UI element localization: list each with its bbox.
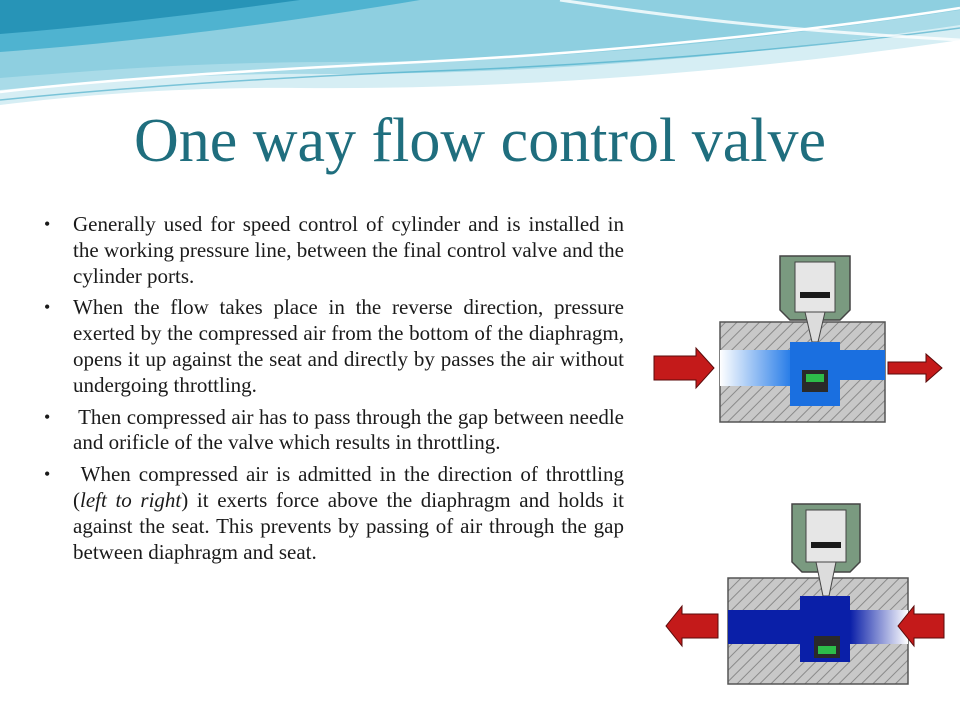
inlet-channel — [720, 350, 790, 386]
valve-diagram-free-flow — [650, 250, 945, 430]
outlet-channel — [840, 350, 885, 380]
bullet-item — [44, 212, 624, 289]
bullet-item — [44, 462, 624, 565]
bullet-text: When the flow takes place in the reverse direction, pressure exerted by the compressed air from the bottom of the diaphragm, opens it up against the seat and directly by passes the air without undergoing throttling. — [73, 295, 624, 397]
bullet-text: ) it exerts force above the diaphragm and holds it against the seat. This prevents by passing of air through the gap between diaphragm and seat. — [73, 487, 625, 564]
bullet-text: When compressed air is admitted in the direction of throttling ( — [73, 462, 624, 512]
bullet-list — [44, 212, 624, 571]
outlet-channel — [728, 610, 808, 644]
bullet-text: Then compressed air has to pass through the gap between needle and orificle of the valve which results in throttling. — [73, 404, 624, 455]
bullet-text: Generally used for speed control of cylinder and is installed in the working pressure line, between the final control valve and the cylinder ports. — [73, 212, 624, 288]
bullet-glyph: • — [44, 297, 51, 318]
arrow-right-icon — [888, 354, 942, 382]
header-wave-decoration — [0, 0, 960, 120]
bullet-glyph: • — [44, 214, 51, 234]
slide-title: One way flow control valve — [133, 107, 827, 175]
diaphragm — [818, 646, 836, 654]
bullet-item — [44, 405, 624, 457]
bullet-glyph: • — [44, 464, 51, 485]
bullet-glyph: • — [44, 406, 51, 427]
bullet-item — [44, 295, 624, 398]
arrow-left-icon — [666, 606, 718, 646]
arrow-right-icon — [654, 348, 714, 388]
diaphragm — [806, 374, 824, 382]
valve-diagram-throttled-flow — [660, 500, 950, 690]
bullet-text-italic: left to right — [80, 487, 182, 512]
